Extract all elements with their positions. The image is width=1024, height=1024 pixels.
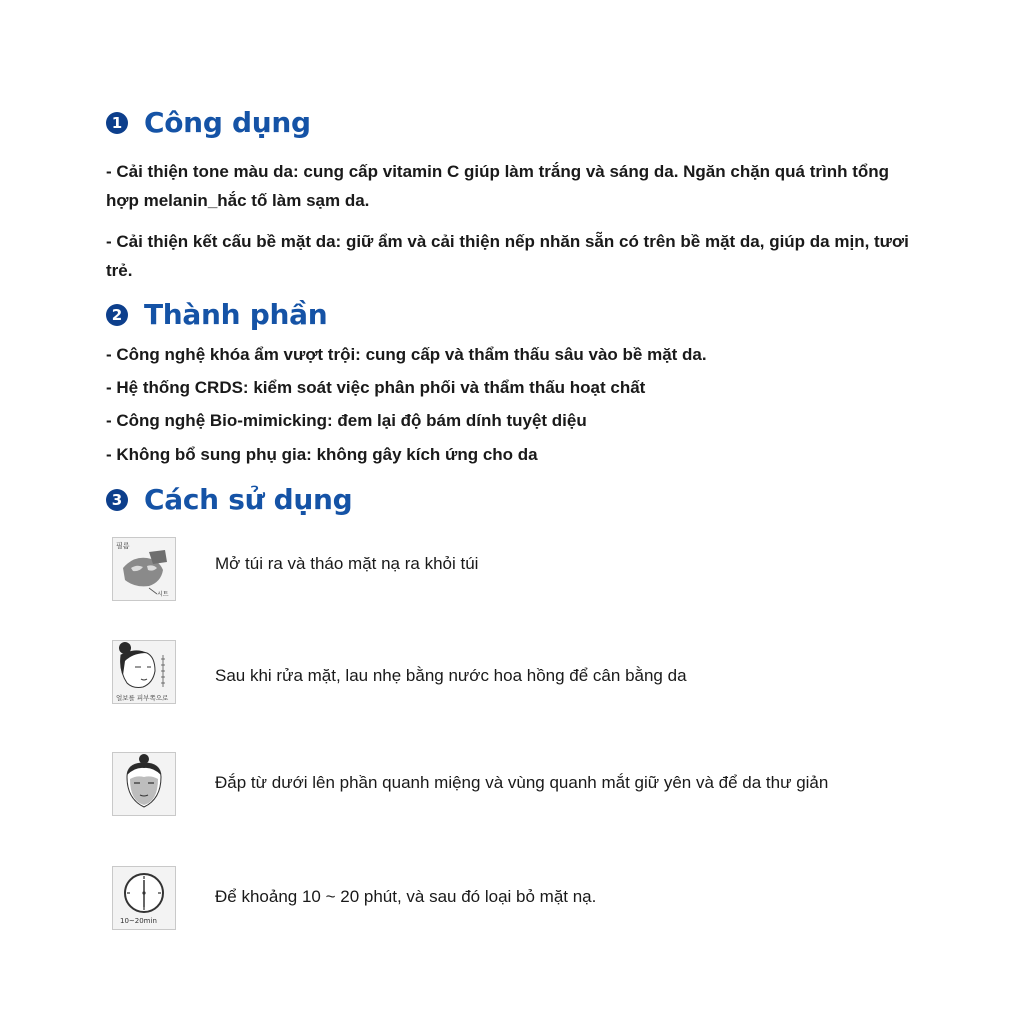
step-text-4: Để khoảng 10 ~ 20 phút, và sau đó loại bỏ mặt nạ.: [215, 887, 597, 906]
number-badge-2: 2: [106, 304, 128, 326]
step-text-3: Đắp từ dưới lên phần quanh miệng và vùng quanh mắt giữ yên và để da thư giản: [215, 773, 829, 792]
icon-label: 10~20min: [120, 917, 157, 925]
section-title-effects: [106, 106, 311, 139]
icon-label: 시트: [157, 591, 169, 598]
step-text-1: Mở túi ra và tháo mặt nạ ra khỏi túi: [215, 554, 479, 573]
ingredient-line-4: - Không bổ sung phụ gia: không gây kích ứng cho da: [106, 445, 538, 464]
ingredient-line-1: - Công nghệ khóa ẩm vượt trội: cung cấp và thẩm thấu sâu vào bề mặt da.: [106, 345, 707, 364]
section-title-usage: [106, 483, 352, 516]
mask-pouch-icon: [112, 537, 176, 601]
icon-label: 필름: [116, 542, 130, 550]
effect-paragraph-2: - Cải thiện kết cấu bề mặt da: giữ ẩm và cải thiện nếp nhăn sẵn có trên bề mặt da, giúp da mịn, tươi trẻ.: [106, 232, 909, 280]
face-profile-icon: [112, 640, 176, 704]
ingredient-line-3: - Công nghệ Bio-mimicking: đem lại độ bám dính tuyệt diệu: [106, 411, 587, 430]
section-heading: Công dụng: [144, 106, 311, 139]
step-text-2: Sau khi rửa mặt, lau nhẹ bằng nước hoa hồng để cân bằng da: [215, 666, 687, 685]
clock-icon: [112, 866, 176, 930]
section-title-ingredients: [106, 298, 327, 331]
icon-label: 얼보를 피부쪽으로: [116, 694, 169, 702]
number-badge-3: 3: [106, 489, 128, 511]
section-heading: Cách sử dụng: [144, 483, 353, 516]
ingredient-line-2: - Hệ thống CRDS: kiểm soát việc phân phối và thẩm thấu hoạt chất: [106, 378, 646, 397]
face-mask-icon: [112, 752, 176, 816]
number-badge-1: 1: [106, 112, 128, 134]
effect-paragraph-1: - Cải thiện tone màu da: cung cấp vitamin C giúp làm trắng và sáng da. Ngăn chặn quá trình tổng hợp melanin_hắc tố làm sạm da.: [106, 162, 890, 210]
section-heading: Thành phần: [144, 298, 328, 331]
